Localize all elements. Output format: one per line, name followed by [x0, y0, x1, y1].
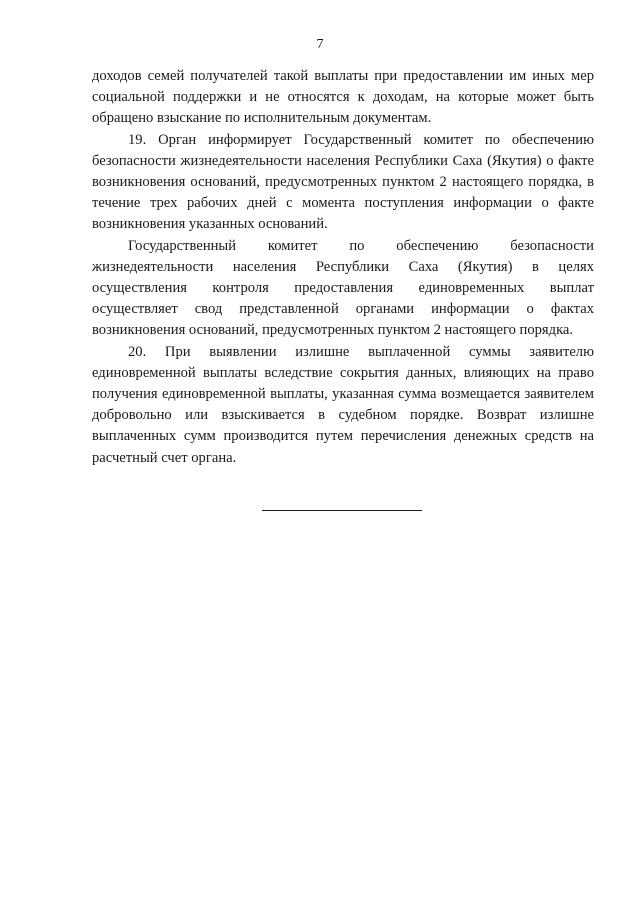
- end-of-document-rule: [262, 510, 422, 511]
- page-number: 7: [316, 37, 324, 52]
- paragraph-state-committee: Государственный комитет по обеспечению безопасности жизнедеятельности населения Республики Саха (Якутия) в целях осуществления контроля предоставления единовременных выплат осуществляет свод представленной органами информации о фактах возникновения оснований, предусмотренных пунктом 2 настоящего порядка.: [92, 237, 594, 339]
- paragraph-item-19: 19. Орган информирует Государственный комитет по обеспечению безопасности жизнедеятельности населения Республики Саха (Якутия) о факте возникновения оснований, предусмотренных пунктом 2 настоящего порядка, в течение трех рабочих дней с момента поступления информации о факте возникновения указанных оснований.: [92, 131, 594, 233]
- paragraph-item-20: 20. При выявлении излишне выплаченной суммы заявителю единовременной выплаты вследствие сокрытия данных, влияющих на право получения единовременной выплаты, указанная сумма возмещается заявителем добровольно или взыскивается в судебном порядке. Возврат излишне выплаченных сумм производится путем перечисления денежных средств на расчетный счет органа.: [92, 343, 594, 466]
- paragraph-continuation: доходов семей получателей такой выплаты при предоставлении им иных мер социальной поддержки и не относятся к доходам, на которые может быть обращено взыскание по исполнительным документам.: [92, 68, 594, 127]
- document-body: [92, 66, 594, 469]
